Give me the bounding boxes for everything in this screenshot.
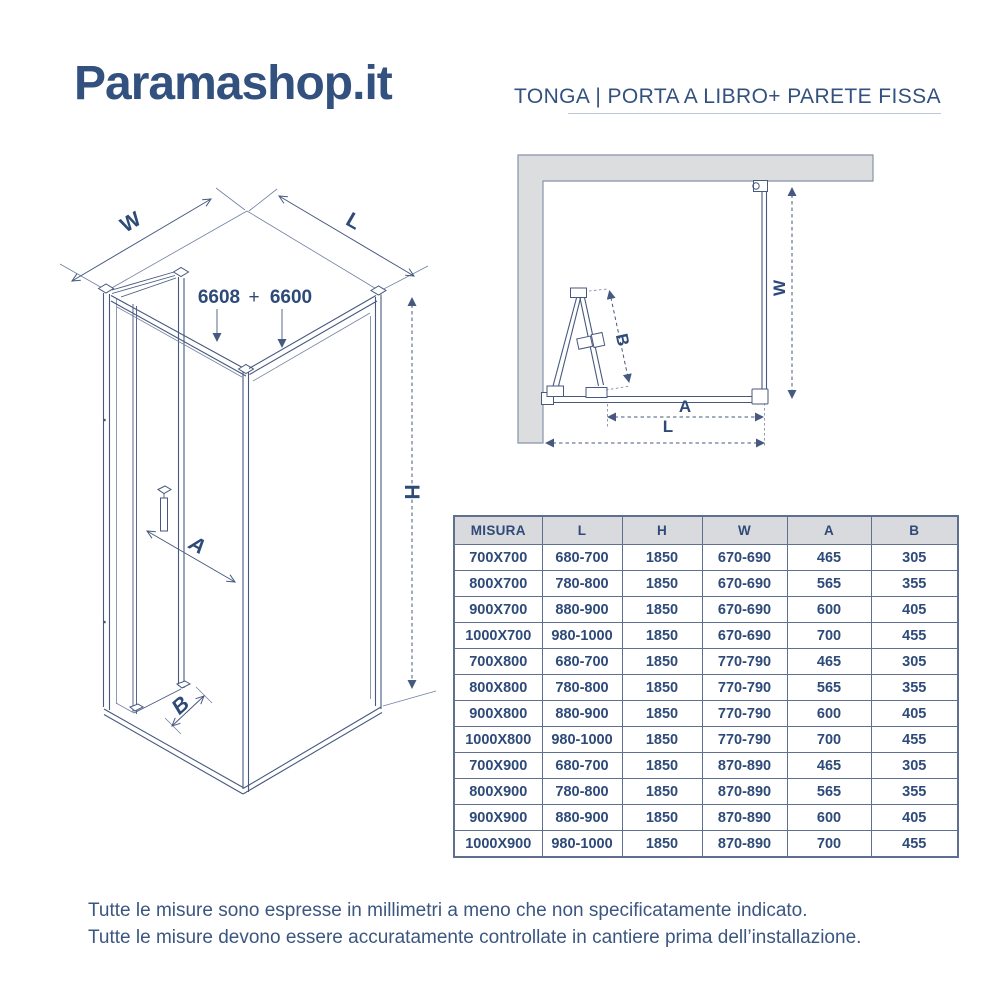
table-cell: 800X900 xyxy=(454,779,542,805)
table-cell: 1000X900 xyxy=(454,831,542,858)
table-cell: 600 xyxy=(787,597,871,623)
table-cell: 770-790 xyxy=(702,727,787,753)
table-cell: 305 xyxy=(871,753,958,779)
table-cell: 870-890 xyxy=(702,779,787,805)
table-cell: 880-900 xyxy=(542,701,622,727)
table-row xyxy=(454,779,958,805)
table-cell: 1850 xyxy=(622,571,702,597)
col-header-l: L xyxy=(542,516,622,545)
table-cell: 780-800 xyxy=(542,675,622,701)
table-cell: 355 xyxy=(871,571,958,597)
table-cell: 1850 xyxy=(622,805,702,831)
door-handle xyxy=(158,486,171,531)
table-row xyxy=(454,623,958,649)
table-cell: 1850 xyxy=(622,701,702,727)
table-cell: 465 xyxy=(787,545,871,571)
table-cell: 770-790 xyxy=(702,675,787,701)
table-cell: 565 xyxy=(787,675,871,701)
table-cell: 670-690 xyxy=(702,597,787,623)
table-cell: 1850 xyxy=(622,831,702,858)
table-cell: 405 xyxy=(871,805,958,831)
size-table xyxy=(453,515,959,858)
table-cell: 405 xyxy=(871,701,958,727)
table-cell: 355 xyxy=(871,675,958,701)
table-cell: 800X700 xyxy=(454,571,542,597)
table-cell: 1850 xyxy=(622,753,702,779)
code-plus: + xyxy=(248,287,260,308)
table-row xyxy=(454,649,958,675)
title-underline xyxy=(568,113,941,114)
table-cell: 900X800 xyxy=(454,701,542,727)
table-cell: 900X900 xyxy=(454,805,542,831)
table-cell: 700X900 xyxy=(454,753,542,779)
table-cell: 1850 xyxy=(622,779,702,805)
table-cell: 700X700 xyxy=(454,545,542,571)
iso-dim-w-label: W xyxy=(116,207,146,238)
col-header-b: B xyxy=(871,516,958,545)
table-cell: 880-900 xyxy=(542,805,622,831)
table-cell: 870-890 xyxy=(702,753,787,779)
table-cell: 305 xyxy=(871,649,958,675)
iso-frame xyxy=(99,268,387,795)
table-row xyxy=(454,571,958,597)
table-cell: 455 xyxy=(871,727,958,753)
table-row xyxy=(454,701,958,727)
plan-dim-l-label: L xyxy=(662,417,674,436)
table-row xyxy=(454,753,958,779)
isometric-drawing xyxy=(45,178,445,890)
table-cell: 565 xyxy=(787,779,871,805)
table-cell: 455 xyxy=(871,623,958,649)
table-cell: 1000X700 xyxy=(454,623,542,649)
code-door: 6608 xyxy=(197,287,241,308)
plan-door-handle xyxy=(577,332,605,349)
brand-logo: Paramashop.it xyxy=(74,57,392,110)
footer-notes xyxy=(88,897,861,951)
footer-note-line2: Tutte le misure devono essere accuratamente controllate in cantiere prima dell’installazione. xyxy=(88,927,862,948)
iso-dimension-h xyxy=(400,298,423,688)
table-cell: 1850 xyxy=(622,649,702,675)
table-cell: 680-700 xyxy=(542,649,622,675)
table-cell: 680-700 xyxy=(542,545,622,571)
page-title: TONGA | PORTA A LIBRO+ PARETE FISSA xyxy=(514,85,941,108)
table-cell: 465 xyxy=(787,753,871,779)
table-cell: 565 xyxy=(787,571,871,597)
table-cell: 800X800 xyxy=(454,675,542,701)
table-cell: 455 xyxy=(871,831,958,858)
table-cell: 770-790 xyxy=(702,649,787,675)
table-cell: 600 xyxy=(787,805,871,831)
table-cell: 980-1000 xyxy=(542,727,622,753)
table-row xyxy=(454,675,958,701)
col-header-misura: MISURA xyxy=(454,516,542,545)
table-cell: 700 xyxy=(787,831,871,858)
iso-dimension-w xyxy=(72,199,211,281)
table-cell: 1850 xyxy=(622,545,702,571)
table-cell: 880-900 xyxy=(542,597,622,623)
plan-dimension-l xyxy=(546,403,765,448)
table-body xyxy=(454,545,958,858)
iso-dim-h-label: H xyxy=(400,484,423,500)
table-cell: 870-890 xyxy=(702,805,787,831)
plan-dim-a-label: A xyxy=(678,397,692,416)
table-row xyxy=(454,805,958,831)
table-cell: 1000X800 xyxy=(454,727,542,753)
table-cell: 670-690 xyxy=(702,623,787,649)
plan-dim-w-label: W xyxy=(770,279,789,297)
plan-fixed-panel xyxy=(752,181,768,405)
table-cell: 305 xyxy=(871,545,958,571)
table-cell: 700X800 xyxy=(454,649,542,675)
iso-dimension-l xyxy=(279,196,414,276)
plan-drawing xyxy=(505,145,975,460)
table-cell: 680-700 xyxy=(542,753,622,779)
table-row xyxy=(454,727,958,753)
table-cell: 465 xyxy=(787,649,871,675)
table-cell: 355 xyxy=(871,779,958,805)
table-cell: 670-690 xyxy=(702,545,787,571)
plan-folded-door xyxy=(547,288,607,398)
plan-dim-b-label: B xyxy=(611,331,633,348)
col-header-h: H xyxy=(622,516,702,545)
col-header-a: A xyxy=(787,516,871,545)
table-header-row xyxy=(454,516,958,545)
table-cell: 1850 xyxy=(622,597,702,623)
plan-dimension-a xyxy=(608,397,764,427)
table-cell: 900X700 xyxy=(454,597,542,623)
plan-dimension-w xyxy=(770,188,792,398)
table-cell: 870-890 xyxy=(702,831,787,858)
iso-dim-l-label: L xyxy=(341,208,365,235)
table-cell: 1850 xyxy=(622,623,702,649)
footer-note-line1: Tutte le misure sono espresse in millimetri a meno che non specificatamente indicato. xyxy=(88,900,808,921)
table-cell: 780-800 xyxy=(542,571,622,597)
table-cell: 980-1000 xyxy=(542,831,622,858)
table-cell: 780-800 xyxy=(542,779,622,805)
table-cell: 1850 xyxy=(622,727,702,753)
plan-bottom-track xyxy=(542,393,753,405)
table-cell: 700 xyxy=(787,727,871,753)
wall xyxy=(518,155,873,443)
iso-dimension-a xyxy=(147,531,235,582)
table-cell: 1850 xyxy=(622,675,702,701)
table-row xyxy=(454,831,958,858)
table-cell: 980-1000 xyxy=(542,623,622,649)
table-cell: 600 xyxy=(787,701,871,727)
iso-dim-a-label: A xyxy=(184,531,210,560)
table-cell: 770-790 xyxy=(702,701,787,727)
table-row xyxy=(454,597,958,623)
table-cell: 670-690 xyxy=(702,571,787,597)
iso-dim-b-label: B xyxy=(167,692,194,720)
table-cell: 700 xyxy=(787,623,871,649)
code-panel: 6600 xyxy=(269,287,313,308)
table-cell: 405 xyxy=(871,597,958,623)
col-header-w: W xyxy=(702,516,787,545)
product-codes xyxy=(198,287,312,347)
table-row xyxy=(454,545,958,571)
